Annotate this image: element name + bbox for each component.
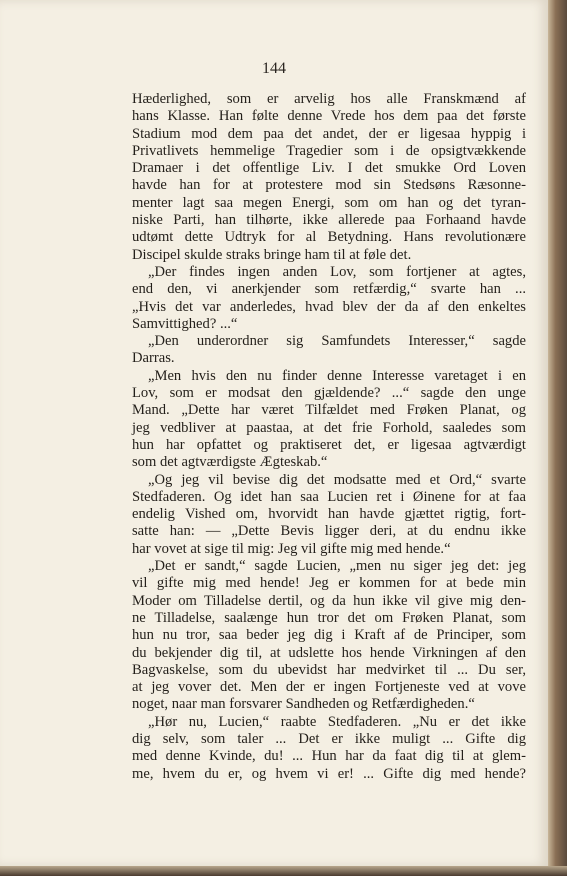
text-line: endelig Vished om, hvorvidt han havde gjættet rigtig, fort- [132, 506, 526, 523]
text-line: „Hør nu, Lucien,“ raabte Stedfaderen. „Nu er det ikke [148, 713, 526, 730]
text-line: „Hvis det var anderledes, hvad blev der da af den enkeltes [132, 298, 526, 315]
text-line: hun nu tror, saa beder jeg dig i Kraft af de Principer, som [132, 627, 526, 644]
text-line: Samvittighed? ...“ [132, 315, 238, 332]
page-bottom-edge [0, 866, 567, 876]
text-line: satte han: — „Dette Bevis ligger deri, at du endnu ikke [132, 523, 526, 540]
text-line: „Men hvis den nu finder denne Interesse varetaget i en [148, 367, 526, 384]
text-line: noget, naar man forsvarer Sandheden og Retfærdigheden.“ [132, 696, 475, 713]
text-line: dig selv, som taler ... Det er ikke muligt ... Gifte dig [132, 730, 526, 747]
text-line: Mand. „Dette har været Tilfældet med Frøken Planat, og [132, 402, 526, 419]
text-line: som det agtværdigste Ægteskab.“ [132, 454, 328, 471]
text-line: Privatlivets hemmelige Tragedier som i de opsigtvækkende [132, 142, 526, 159]
text-line: ne Tilladelse, saalænge hun tror det om Frøken Planat, som [132, 609, 526, 626]
text-line: Bagvaskelse, som du ubevidst har medvirket til ... Du ser, [132, 661, 526, 678]
text-line: „Og jeg vil bevise dig det modsatte med et Ord,“ svarte [148, 471, 526, 488]
text-line: me, hvem du er, og hvem vi er! ... Gifte dig med hende? [132, 765, 526, 782]
text-line: hans Klasse. Han følte denne Vrede hos dem paa det første [132, 108, 526, 125]
text-line: Discipel skulde straks bringe ham til at føle det. [132, 246, 412, 263]
text-line: „Den underordner sig Samfundets Interesser,“ sagde [148, 333, 526, 350]
text-line: Stedfaderen. Og idet han saa Lucien ret i Øinene for at faa [132, 488, 526, 505]
text-line: hun har opfattet og praktiseret det, er ligesaa agtværdigt [132, 436, 526, 453]
text-line: Moder om Tilladelse dertil, og da hun ikke vil give mig den- [132, 592, 526, 609]
text-line: at jeg vover det. Men der er ingen Fortjeneste ved at vove [132, 679, 526, 696]
text-line: menter lagt saa megen Energi, som om han og det tyran- [132, 194, 526, 211]
text-line: „Det er sandt,“ sagde Lucien, „men nu siger jeg det: jeg [148, 558, 526, 575]
text-line: Lov, som er modsat den gjældende? ...“ sagde den unge [132, 385, 526, 402]
text-line: Dramaer i det offentlige Liv. I det smukke Ord Loven [132, 160, 526, 177]
text-line: jeg vedbliver at paastaa, at det frie Forhold, saaledes som [132, 419, 526, 436]
page-number: 144 [262, 60, 286, 77]
body-text [132, 91, 526, 783]
text-line: „Der findes ingen anden Lov, som fortjener at agtes, [148, 263, 526, 280]
text-line: Stadium mod dem paa det andet, der er ligesaa hyppig i [132, 125, 526, 142]
text-line: har vovet at sige til mig: Jeg vil gifte mig med hende.“ [132, 540, 451, 557]
text-line: udtømt dette Udtryk for al Betydning. Hans revolutionære [132, 229, 526, 246]
text-line: vil gifte mig med hende! Jeg er kommen for at bede min [132, 575, 526, 592]
text-line: Darras. [132, 350, 175, 367]
text-line: end den, vi anerkjender som retfærdig,“ svarte han ... [132, 281, 526, 298]
text-line: havde han for at protestere mod sin Stedsøns Ræsonne- [132, 177, 526, 194]
text-line: niske Parti, han tilhørte, ikke allerede paa Forhaand havde [132, 212, 526, 229]
text-line: Hæderlighed, som er arvelig hos alle Franskmænd af [132, 91, 526, 107]
page-edge [548, 0, 567, 876]
text-line: du bekjender dig til, at udslette hos hende Virkningen af den [132, 644, 526, 661]
text-line: med denne Kvinde, du! ... Hun har da faat dig til at glem- [132, 748, 526, 765]
